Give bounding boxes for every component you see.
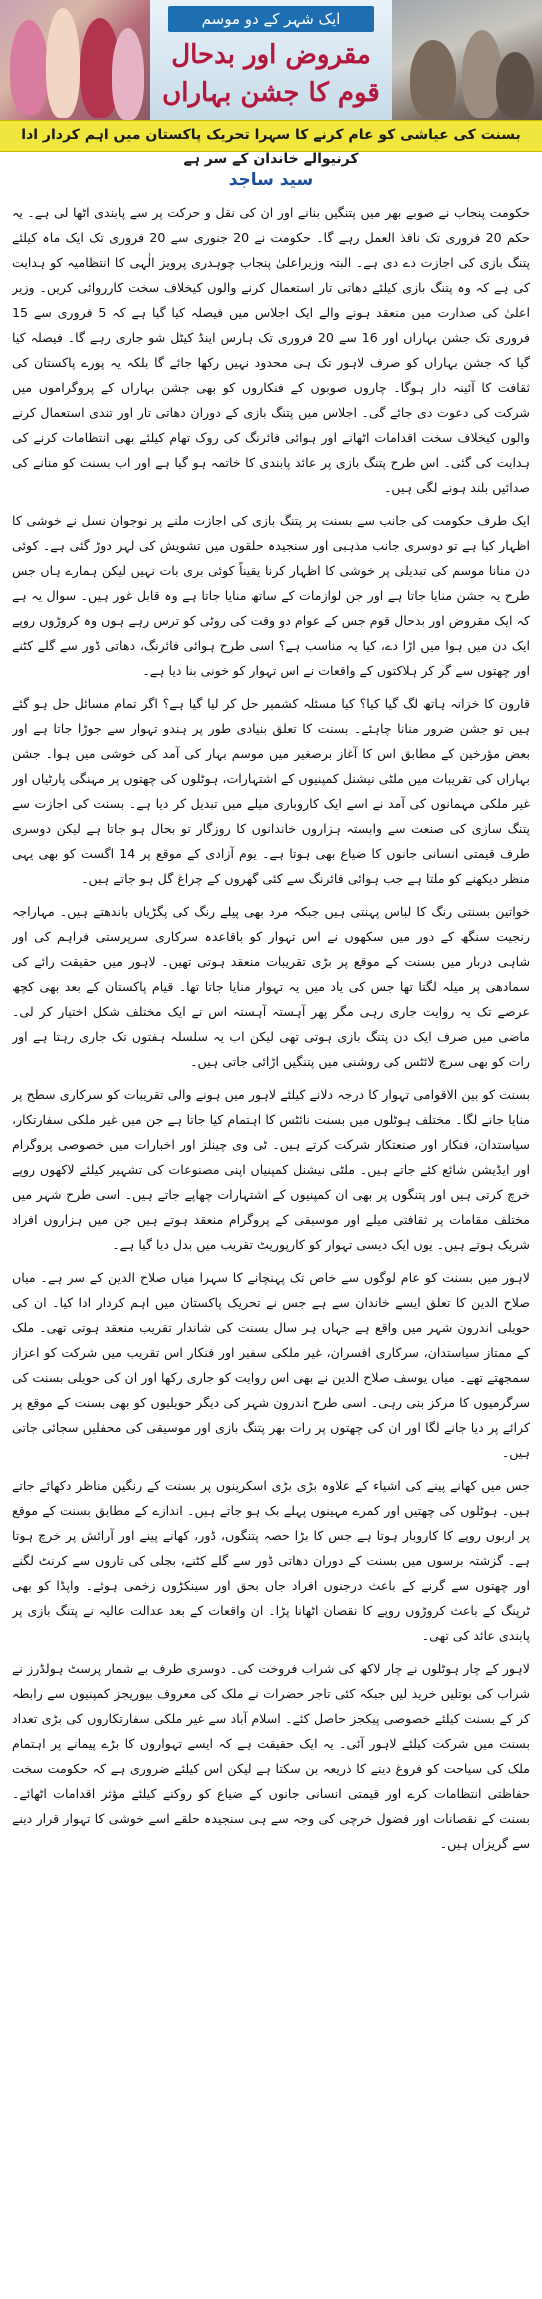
paragraph: بسنت کو بین الاقوامی تہوار کا درجہ دلانے کیلئے لاہور میں ہونے والی تقریبات کو سرکاری سطح پر منایا جانے لگا۔ مختلف ہوٹلوں میں بسنت نائٹس کا اہتمام کیا جاتا ہے جن میں غیر ملکی سفارتکار، سیاستدان، فنکار اور صنعتکار شرکت کرتے ہیں۔ ٹی وی چینلز اور اخبارات میں خصوصی پروگرام اور ایڈیشن شائع کئے جاتے ہیں۔ ملٹی نیشنل کمپنیاں اپنی مصنوعات کی تشہیر کیلئے لاکھوں روپے خرچ کرتی ہیں اور پتنگوں پر بھی ان کمپنیوں کے اشتہارات چھاپے جاتے ہیں۔ اسی طرح شہر میں مختلف مقامات پر ثقافتی میلے اور موسیقی کے پروگرام منعقد ہوتے ہیں جن میں ہزاروں افراد شریک ہوتے ہیں۔ یوں ایک دیسی تہوار کو کارپوریٹ تقریب میں بدل دیا گیا ہے۔ [12, 1087, 530, 1252]
header-tag: ایک شہر کے دو موسم [168, 6, 374, 32]
paragraph: خواتین بسنتی رنگ کا لباس پہنتی ہیں جبکہ مرد بھی پیلے رنگ کی پگڑیاں باندھتے ہیں۔ مہاراجہ رنجیت سنگھ کے دور میں سکھوں نے اس تہوار کو باقاعدہ سرکاری سرپرستی فراہم کی اور شاہی دربار میں بسنت کے موقع پر بڑی تقریبات منعقد ہوتی تھیں۔ لاہور میں حقیقت رائے کی سمادھی پر میلہ لگتا تھا جس کی یاد میں یہ تہوار منایا جاتا تھا۔ قیام پاکستان کے بعد بھی کچھ عرصے تک یہ روایت جاری رہی مگر پھر آہستہ آہستہ اس نے ایک مختلف شکل اختیار کر لی۔ ماضی میں صرف ایک دن پتنگ بازی ہوتی تھی لیکن اب یہ سلسلہ ہفتوں تک جاری رہتا ہے اور رات کو بھی سرچ لائٹس کی روشنی میں پتنگیں اڑائی جاتی ہیں۔ [12, 904, 530, 1069]
author-byline: سید ساجد [228, 170, 314, 190]
subtitle: بسنت کی عیاشی کو عام کرنے کا سہرا تحریک پاکستان میں اہم کردار ادا کرنیوالے خاندان کے سر ہے [21, 127, 521, 167]
paragraph: حکومت پنجاب نے صوبے بھر میں پتنگیں بنانے اور ان کی نقل و حرکت پر سے پابندی اٹھا لی ہے۔ یہ حکم 20 فروری تک نافذ العمل رہے گا۔ حکومت نے 20 جنوری سے 20 فروری تک ایک ماہ کیلئے پتنگ بازی کی اجازت دے دی ہے۔ البتہ وزیراعلیٰ پنجاب چوہدری پرویز الٰہی کا انتظامیہ کو ہدایت کی ہے کہ وہ پتنگ بازی کیلئے دھاتی تار استعمال کرنے والوں کیخلاف سخت کارروائی کریں۔ وزیر اعلیٰ کی صدارت میں منعقد ہونے والے ایک اجلاس میں فیصلہ کیا گیا ہے کہ 5 فروری سے 15 فروری تک جشن بہاراں اور 16 سے 20 فروری تک ہارس اینڈ کیٹل شو جاری رہے گا۔ فیصلہ کیا گیا کہ جشن بہاراں کو صرف لاہور تک ہی محدود نہیں رکھا جائے گا بلکہ یہ پورے پاکستان کی ثقافت کا آئینہ دار ہوگا۔ چاروں صوبوں کے فنکاروں کو بھی جشن بہاراں کے پروگراموں میں شرکت کی دعوت دی جائے گی۔ اجلاس میں پتنگ بازی کے دوران دھاتی تار اور تندی استعمال کرنے والوں کیخلاف سخت اقدامات اٹھانے اور ہوائی فائرنگ کی روک تھام کیلئے بھی انتظامات کرنے کی ہدایت کی گئی۔ اس طرح پتنگ بازی پر عائد پابندی کا خاتمہ ہو گیا ہے اور اب بسنت کو منانے کی صدائیں بلند ہونے لگی ہیں۔ [12, 205, 530, 495]
photo-women-celebrating [0, 0, 150, 120]
header-banner [0, 0, 542, 120]
page-title: مقروض اور بدحال قوم کا جشن بہاراں [162, 40, 380, 108]
paragraph: جس میں کھانے پینے کی اشیاء کے علاوہ بڑی بڑی اسکرینوں پر بسنت کے رنگین مناظر دکھائے جاتے ہیں۔ ہوٹلوں کی چھتیں اور کمرے مہینوں پہلے بک ہو جاتے ہیں۔ اندازے کے مطابق بسنت کے موقع پر اربوں روپے کا کاروبار ہوتا ہے جس کا بڑا حصہ پتنگوں، ڈور، کھانے پینے اور آرائش پر خرچ ہوتا ہے۔ گزشتہ برسوں میں بسنت کے دوران دھاتی ڈور سے گلے کٹنے، بجلی کی تاروں سے کرنٹ لگنے اور چھتوں سے گرنے کے باعث درجنوں افراد جاں بحق اور سینکڑوں زخمی ہوئے۔ واپڈا کو بھی ٹرپنگ کے باعث کروڑوں روپے کا نقصان اٹھانا پڑا۔ ان واقعات کے بعد عدالت عالیہ نے پتنگ بازی پر پابندی عائد کی تھی۔ [12, 1478, 530, 1643]
paragraph: ایک طرف حکومت کی جانب سے بسنت پر پتنگ بازی کی اجازت ملنے پر نوجوان نسل نے خوشی کا اظہار کیا ہے تو دوسری جانب مذہبی اور سنجیدہ حلقوں میں تشویش کی لہر دوڑ گئی ہے۔ کوئی دن منانا موسم کی تبدیلی پر خوشی کا اظہار کرنا یقیناً کوئی بری بات نہیں لیکن ہمارے ہاں جس طرح یہ جشن منایا جاتا ہے اور جن لوازمات کے ساتھ منایا جاتا ہے وہ قابل غور ہیں۔ سوال یہ ہے کہ ایک مقروض اور بدحال قوم جس کے عوام دو وقت کی روٹی کو ترس رہے ہوں وہ کروڑوں روپے ایک دن میں ہوا میں اڑا دے، کیا یہ مناسب ہے؟ اسی طرح ہوائی فائرنگ، دھاتی ڈور سے گلے کٹنے اور چھتوں سے گر کر ہلاکتوں کے واقعات نے اس تہوار کو خونی بنا دیا ہے۔ [12, 513, 530, 678]
photo-poverty-scene [392, 0, 542, 120]
paragraph: لاہور کے چار ہوٹلوں نے چار لاکھ کی شراب فروخت کی۔ دوسری طرف بے شمار پرسٹ ہولڈرز نے شراب کی بوتلیں خرید لیں جبکہ کئی تاجر حضرات نے ملک کی معروف بیوریجز کمپنیوں سے رابطہ کر کے بسنت کیلئے خصوصی پیکجز حاصل کئے۔ اسلام آباد سے غیر ملکی سفارتکاروں کی بڑی تعداد بسنت میں شرکت کیلئے لاہور آئی۔ یہ ایک حقیقت ہے کہ ایسے تہواروں کا بڑے پیمانے پر اہتمام ملک کی سیاحت کو فروغ دینے کا ذریعہ بن سکتا ہے لیکن اس کیلئے ضروری ہے کہ حکومت سخت حفاظتی انتظامات کرے اور قیمتی انسانی جانوں کے ضیاع کو روکنے کیلئے مؤثر اقدامات اٹھائے۔ بسنت کے نقصانات اور فضول خرچی کی وجہ سے ہی سنجیدہ حلقے اسے خوشی کا تہوار قرار دینے سے گریزاں ہیں۔ [12, 1661, 530, 1851]
paragraph: قارون کا خزانہ ہاتھ لگ گیا کیا؟ کیا مسئلہ کشمیر حل کر لیا گیا ہے؟ اگر تمام مسائل حل ہو گئے ہیں تو جشن ضرور منانا چاہئے۔ بسنت کا تعلق بنیادی طور پر ہندو تہوار سے جوڑا جاتا ہے اور بعض مؤرخین کے مطابق اس کا آغاز برصغیر میں موسم بہار کی آمد کی خوشی میں ہوا۔ جشن بہاراں کی تقریبات میں ملٹی نیشنل کمپنیوں کے اشتہارات، ہوٹلوں کی چھتوں پر مہنگی پارٹیاں اور غیر ملکی مہمانوں کی آمد نے اسے ایک کاروباری میلے میں تبدیل کر دیا ہے۔ بسنت کی اجازت سے پتنگ سازی کی صنعت سے وابستہ ہزاروں خاندانوں کا روزگار تو بحال ہو جاتا ہے لیکن دوسری طرف قیمتی انسانی جانوں کا ضیاع بھی ہوتا ہے۔ یوم آزادی کے موقع پر 14 اگست کو بھی یہی منظر دیکھنے کو ملتا ہے جب ہوائی فائرنگ سے کئی گھروں کے چراغ گل ہو جاتے ہیں۔ [12, 696, 530, 886]
article-body [12, 200, 530, 2285]
paragraph: لاہور میں بسنت کو عام لوگوں سے خاص تک پہنچانے کا سہرا میاں صلاح الدین کے سر ہے۔ میاں صلاح الدین کا تعلق ایسے خاندان سے ہے جس نے تحریک پاکستان میں اہم کردار ادا کیا۔ ان کی حویلی اندرون شہر میں واقع ہے جہاں ہر سال بسنت کی شاندار تقریب منعقد ہوتی تھی۔ ملک کے ممتاز سیاستدان، سرکاری افسران، غیر ملکی سفیر اور فنکار اس تقریب میں شرکت کو اعزاز سمجھتے تھے۔ میاں یوسف صلاح الدین نے بھی اس روایت کو جاری رکھا اور ان کی حویلی بسنت کی سرگرمیوں کا مرکز بنی رہی۔ اسی طرح اندرون شہر کی دیگر حویلیوں کو بھی بسنت کے موقع پر کرائے پر دیا جانے لگا اور ان کی چھتوں پر رات بھر پتنگ بازی اور موسیقی کی محفلیں سجائی جاتی ہیں۔ [12, 1270, 530, 1460]
